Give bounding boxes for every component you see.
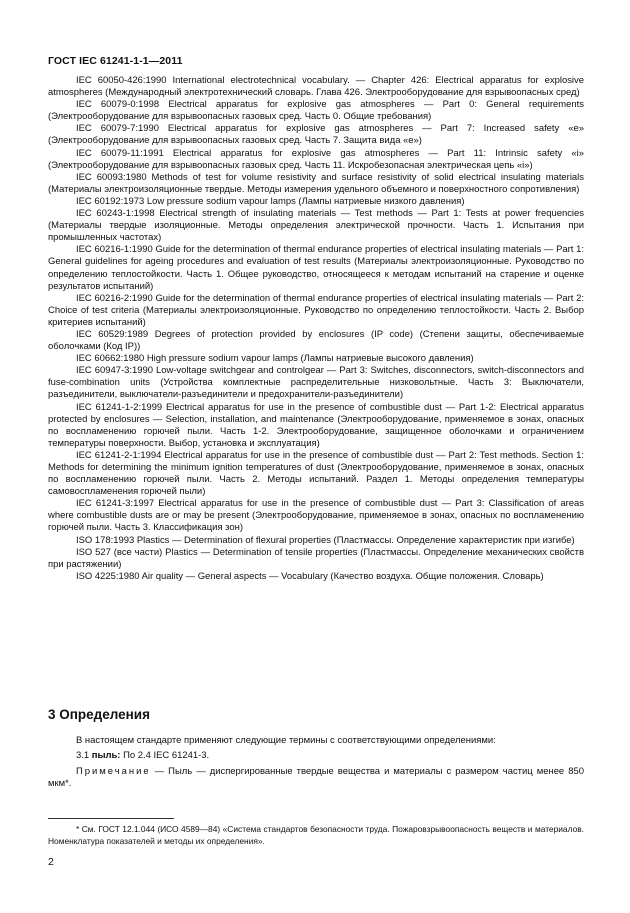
term-number: 3.1: [76, 750, 90, 762]
definition-item: [48, 750, 584, 762]
definitions-intro: В настоящем стандарте применяют следующие термины с соответствующими определениями:: [76, 735, 496, 746]
reference-item: IEC 60192:1973 Low pressure sodium vapour lamps (Лампы натриевые низкого давления): [76, 195, 465, 207]
reference-item: IEC 61241-3:1997 Electrical apparatus for use in the presence of combustible dust — Part 3: Classification of areas where combustible dusts are or may be present (Электрооборудование, применяемое в зонах, опасных по воспламенению горючей пыли. Часть 3. Классификация зон): [48, 498, 584, 534]
normative-references: [48, 75, 584, 583]
reference-item: IEC 61241-1-2:1999 Electrical apparatus for use in the presence of combustible dust — Part 1-2: Electrical apparatus protected by enclosures — Selection, installation, and maintenance (Электрооборудование, применяемое в зонах, опасных по воспламенению горючей пыли. Часть 1-2. Электрооборудование, защищенное оболочками и ограничением температуры поверхности. Выбор, установка и эксплуатация): [48, 401, 584, 449]
reference-item: IEC 60050-426:1990 International electrotechnical vocabulary. — Chapter 426: Electrical apparatus for explosive atmospheres (Международный электротехнический словарь. Глава 426. Электрооборудование для взрывоопасных сред): [48, 75, 584, 99]
reference-item: IEC 60529:1989 Degrees of protection provided by enclosures (IP code) (Степени защиты, обеспечиваемые оболочками (Код IP)): [48, 328, 584, 353]
reference-item: IEC 61241-2-1:1994 Electrical apparatus for use in the presence of combustible dust — Part 2: Test methods. Section 1: Methods for determining the minimum ignition temperatures of dust (Электрооборудование, применяемое в зонах, опасных по воспламенению горючей пыли. Часть 2. Методы испытаний. Раздел 1. Методы определения температуры самовоспламенения горючей пыли): [48, 449, 584, 498]
reference-item: IEC 60079-11:1991 Electrical apparatus for explosive gas atmospheres — Part 11: Intrinsic safety «i» (Электрооборудование для взрывоопасных газовых сред. Часть 11. Искробезопасная электрическая цепь «i»): [48, 147, 584, 171]
reference-item: IEC 60079-0:1998 Electrical apparatus for explosive gas atmospheres — Part 0: General requirements (Электрооборудование для взрывоопасных газовых сред. Часть 0. Общие требования): [48, 99, 584, 123]
reference-item: IEC 60216-2:1990 Guide for the determination of thermal endurance properties of electrical insulating materials — Part 2: Choice of test criteria (Материалы электроизоляционные. Руководство по определению теплостойкости. Часть 2. Выбор критериев испытаний): [48, 292, 584, 328]
note-label: Примечание: [76, 765, 151, 777]
document-header: ГОСТ IEC 61241-1-1—2011: [48, 55, 183, 67]
note-text: — Пыль — диспергированные твердые вещества и материалы с размером частиц менее 850 мкм*.: [48, 765, 584, 790]
reference-item: IEC 60947-3:1990 Low-voltage switchgear and controlgear — Part 3: Switches, disconnectors, switch-disconnectors and fuse-combination units (Устройства комплектные распределительные низковольтные. Часть 3: Выключатели, разъединители, выключатели-разъединители и предохранители-разъединители): [48, 365, 584, 401]
reference-item: ISO 4225:1980 Air quality — General aspects — Vocabulary (Качество воздуха. Общие положения. Словарь): [76, 570, 544, 582]
section-title: 3 Определения: [48, 707, 150, 722]
reference-item: IEC 60243-1:1998 Electrical strength of insulating materials — Test methods — Part 1: Tests at power frequencies (Материалы твердые изоляционные. Методы определения электрической прочности. Часть 1. Испытания при промышленных частотах): [48, 208, 584, 244]
definitions: [48, 735, 584, 790]
footnote-divider: [48, 818, 174, 819]
reference-item: IEC 60662:1980 High pressure sodium vapour lamps (Лампы натриевые высокого давления): [76, 353, 474, 365]
reference-item: IEC 60093:1980 Methods of test for volume resistivity and surface resistivity of solid electrical insulating materials (Материалы электроизоляционные твердые. Методы измерения удельного объемного и поверхностного сопротивления): [48, 171, 584, 195]
reference-item: ISO 178:1993 Plastics — Determination of flexural properties (Пластмассы. Определение характеристик при изгибе): [76, 534, 575, 546]
note: [48, 766, 584, 790]
footnote: * См. ГОСТ 12.1.044 (ИСО 4589—84) «Система стандартов безопасности труда. Пожаровзрывоопасность веществ и материалов. Номенклатура показателей и методы их определения».: [48, 824, 584, 846]
term-text: По 2.4 IEC 61241-3.: [123, 750, 210, 762]
page-number: 2: [48, 856, 54, 868]
term: пыль:: [91, 750, 121, 762]
reference-item: ISO 527 (все части) Plastics — Determination of tensile properties (Пластмассы. Определение механических свойств при растяжении): [48, 546, 584, 570]
reference-item: IEC 60079-7:1990 Electrical apparatus for explosive gas atmospheres — Part 7: Increased safety «е» (Электрооборудование для взрывоопасных газовых сред. Часть 7. Защита вида «е»): [48, 123, 584, 147]
reference-item: IEC 60216-1:1990 Guide for the determination of thermal endurance properties of electrical insulating materials — Part 1: General guidelines for ageing procedures and evaluation of test results (Материалы электроизоляционные. Руководство по определению теплостойкости. Часть 1. Общее руководство, относящееся к методам испытаний на старение и оценке результатов испытаний): [48, 244, 584, 292]
